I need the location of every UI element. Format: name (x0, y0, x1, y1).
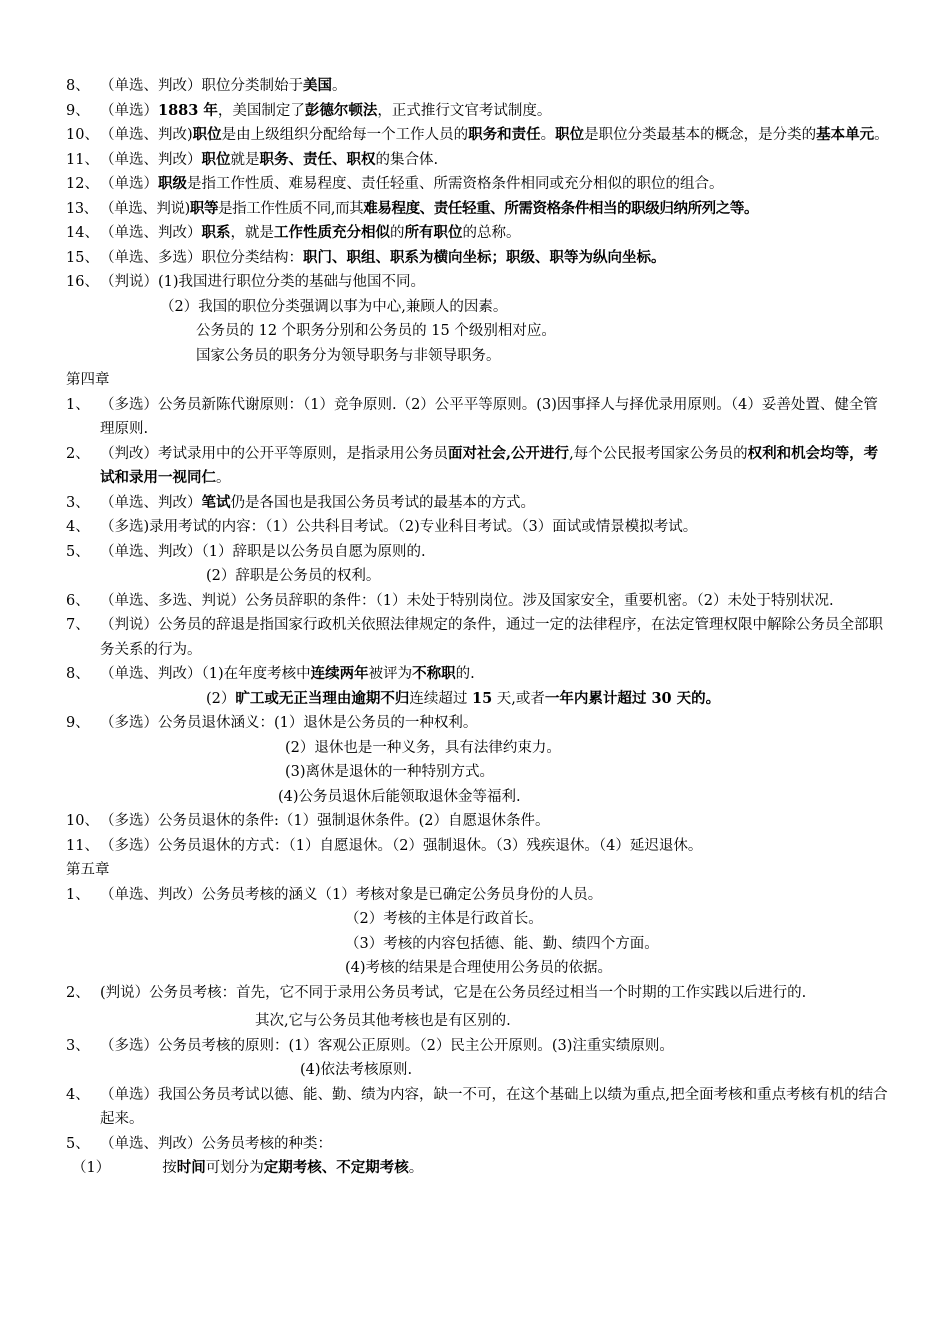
item-13: 13、 （单选、判说)职等是指工作性质不同,而其难易程度、责任轻重、所需资格条件相当的职级归纳所列之等。 (66, 199, 759, 217)
item-16-sub-3: 公务员的 12 个职务分别和公务员的 15 个级别相对应。 (196, 323, 556, 339)
ch4-item-4: 4、 （多选)录用考试的内容：（1）公共科目考试。（2)专业科目考试。（3）面试或情景模拟考试。 (66, 519, 698, 535)
item-10: 10、 （单选、判改)职位是由上级组织分配给每一个工作人员的职务和责任。职位是职位分类最基本的概念，是分类的基本单元。 (66, 126, 889, 143)
ch5-item-2-sub-2: 其次,它与公务员其他考核也是有区别的. (255, 1013, 511, 1029)
ch5-item-5: 5、 （单选、判改）公务员考核的种类： (66, 1135, 332, 1152)
ch5-item-2: 2、 (判说）公务员考核：首先，它不同于录用公务员考试，它是在公务员经过相当一个时期的工作实践以后进行的. (66, 984, 807, 1001)
ch4-item-9-sub-3: (3)离休是退休的一种特别方式。 (285, 764, 495, 780)
ch5-item-1-sub-4: (4)考核的结果是合理使用公务员的依据。 (345, 960, 613, 976)
item-15: 15、 （单选、多选）职位分类结构：职门、职组、职系为横向坐标；职级、职等为纵向坐标。 (66, 248, 666, 266)
ch4-item-9-sub-4: (4)公务员退休后能领取退休金等福利. (278, 788, 521, 805)
ch4-item-5: 5、 （单选、判改）（1）辞职是以公务员自愿为原则的. (66, 543, 426, 560)
item-9: 9、 （单选）1883 年，美国制定了彭德尔顿法，正式推行文官考试制度。 (66, 101, 552, 119)
item-16: 16、 （判说）(1)我国进行职位分类的基础与他国不同。 (66, 274, 426, 290)
ch5-item-4: 4、 （单选）我国公务员考试以德、能、勤、绩为内容，缺一不可，在这个基础上以绩为重点,把全面考核和重点考核有机的结合起来。 (66, 1086, 888, 1127)
ch4-item-2: 2、 （判改）考试录用中的公开平等原则，是指录用公务员面对社会,公开进行,每个公民报考国家公务员的权利和机会均等，考试和录用一视同仁。 (66, 444, 879, 486)
item-16-sub-2: （2）我国的职位分类强调以事为中心,兼顾人的因素。 (160, 298, 508, 315)
ch5-item-3-sub-4: (4)依法考核原则. (300, 1062, 413, 1078)
ch5-item-1-sub-3: （3）考核的内容包括德、能、勤、绩四个方面。 (345, 935, 659, 952)
item-12: 12、 （单选）职级是指工作性质、难易程度、责任轻重、所需资格条件相同或充分相似的职位的组合。 (66, 175, 724, 192)
ch4-item-6: 6、 （单选、多选、判说）公务员辞职的条件：（1）未处于特别岗位。涉及国家安全，重要机密。（2）未处于特别状况. (66, 592, 834, 609)
ch4-item-9-sub-2: (2）退休也是一种义务，具有法律约束力。 (285, 739, 561, 756)
ch4-item-5-sub-2: (2）辞职是公务员的权利。 (206, 568, 381, 584)
chapter-5-heading: 第五章 (66, 862, 110, 878)
ch5-item-1-sub-2: （2）考核的主体是行政首长。 (345, 911, 543, 927)
item-16-sub-4: 国家公务员的职务分为领导职务与非领导职务。 (196, 347, 501, 364)
ch5-item-3: 3、 （多选）公务员考核的原则：(1）客观公正原则。（2）民主公开原则。(3)注重实绩原则。 (66, 1037, 674, 1054)
item-8: 8、 （单选、判改）职位分类制始于美国。 (66, 77, 347, 94)
ch4-item-1: 1、 （多选）公务员新陈代谢原则：（1）竞争原则.（2）公平平等原则。(3)因事择人与择优录用原则。（4）妥善处置、健全管理原则. (66, 396, 878, 437)
ch5-item-1: 1、 （单选、判改）公务员考核的涵义（1）考核对象是已确定公务员身份的人员。 (66, 886, 603, 903)
ch4-item-3: 3、 （单选、判改）笔试仍是各国也是我国公务员考试的最基本的方式。 (66, 493, 535, 511)
ch4-item-7: 7、 （判说）公务员的辞退是指国家行政机关依照法律规定的条件，通过一定的法律程序，在法定管理权限中解除公务员全部职务关系的行为。 (66, 617, 883, 658)
ch4-item-8-sub-2: (2）旷工或无正当理由逾期不归连续超过 15 天,或者一年内累计超过 30 天的。 (206, 689, 721, 707)
ch4-item-11: 11、 （多选）公务员退休的方式：（1）自愿退休。（2）强制退休。（3）残疾退休。（4）延迟退休。 (66, 837, 703, 854)
chapter-4-heading: 第四章 (66, 372, 110, 388)
ch5-item-5-sub-1: （1） 按时间可划分为定期考核、不定期考核。 (72, 1159, 424, 1176)
ch4-item-10: 10、 （多选）公务员退休的条件:（1）强制退休条件。(2）自愿退休条件。 (66, 813, 550, 829)
item-14: 14、 （单选、判改）职系，就是工作性质充分相似的所有职位的总称。 (66, 224, 521, 241)
item-11: 11、 （单选、判改）职位就是职务、责任、职权的集合体. (66, 150, 439, 168)
ch4-item-9: 9、 （多选）公务员退休涵义：(1）退休是公务员的一种权利。 (66, 715, 478, 731)
ch4-item-8: 8、 （单选、判改）（1)在年度考核中连续两年被评为不称职的. (66, 665, 475, 682)
